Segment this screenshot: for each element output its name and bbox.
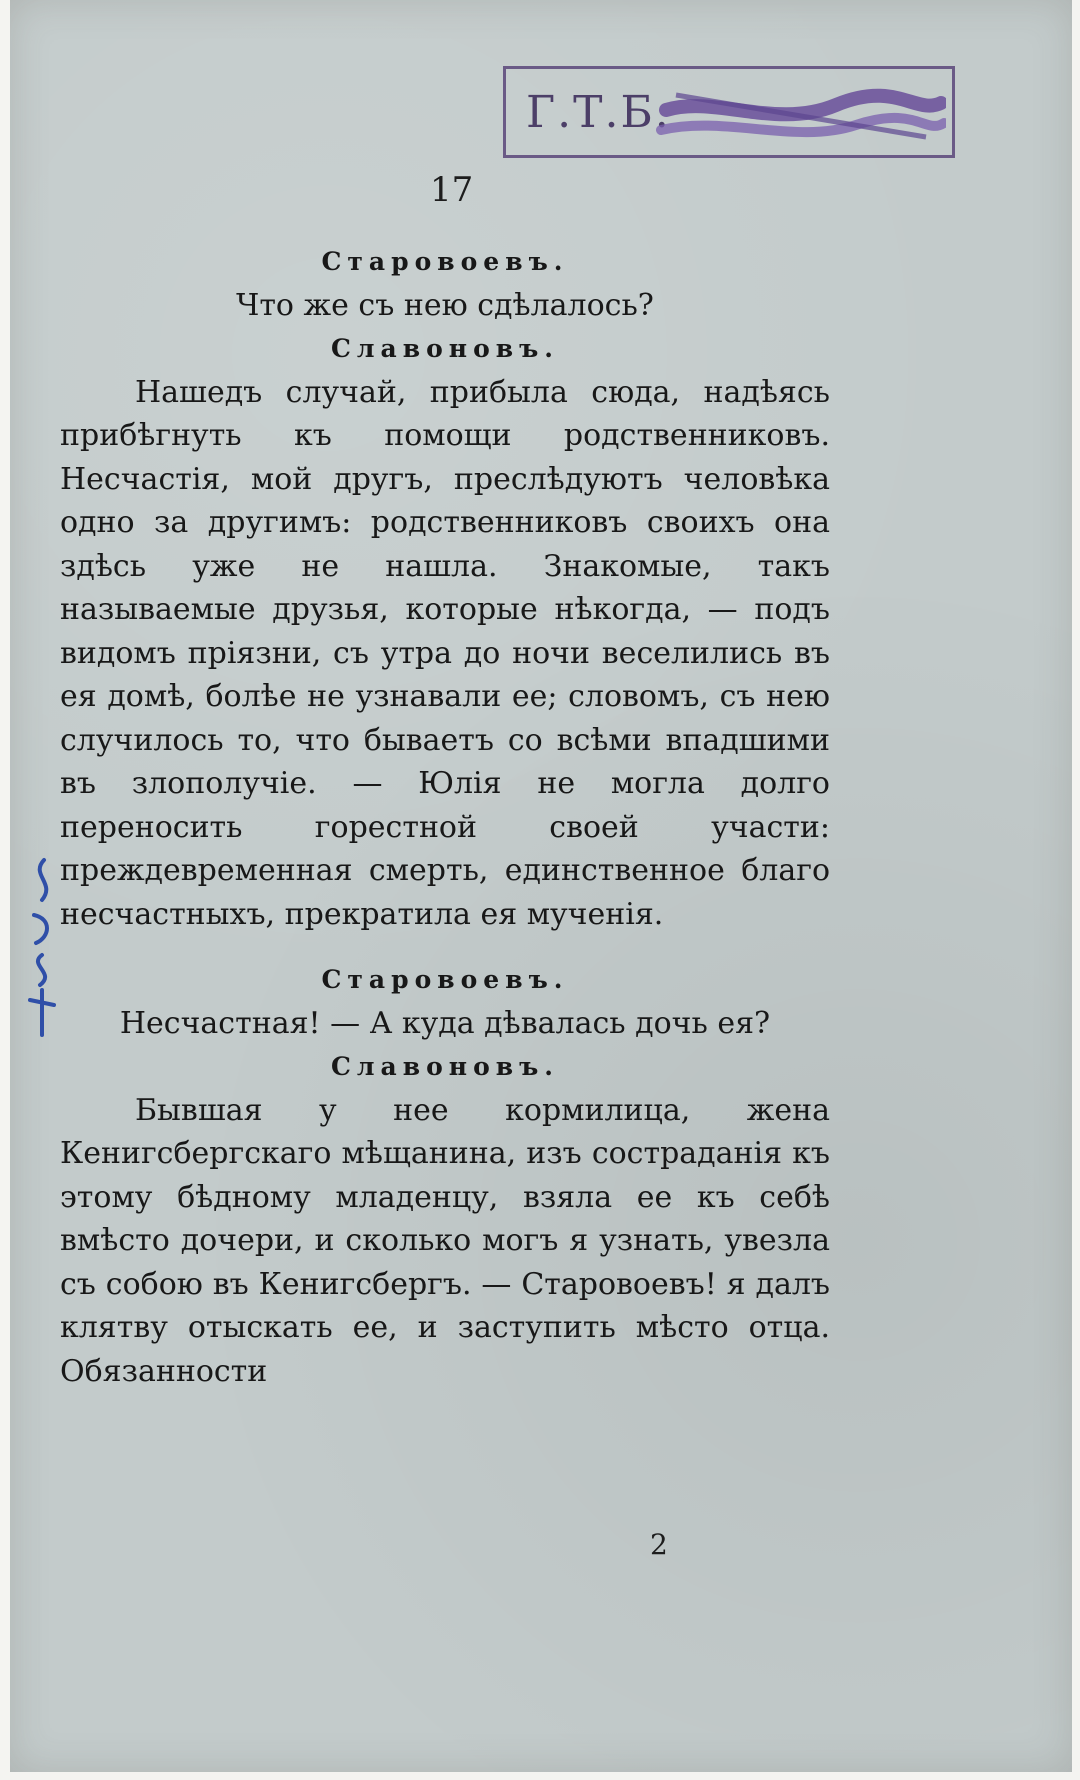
page-number: 17 — [430, 170, 474, 210]
dialogue-paragraph: Бывшая у нее кормилица, жена Кенигсбергскаго мѣщанина, изъ состраданія къ этому бѣдному младенцу, взяла ее къ себѣ вмѣсто дочери, и сколько могъ я узнать, увезла съ собою въ Кенигсбергъ. — Старовоевъ! я далъ клятву отыскать ее, и заступить мѣсто отца. Обязанности — [60, 1092, 830, 1389]
paragraph-gap — [60, 936, 830, 958]
crossed-out-number-scribble — [656, 75, 946, 155]
speaker-name: Старовоевъ. — [321, 247, 569, 276]
speaker-name: Старовоевъ. — [321, 965, 569, 994]
book-page — [10, 0, 1072, 1772]
speaker-name: Славоновъ. — [331, 334, 559, 363]
dialogue-line: Что же съ нею сдѣлалось? — [236, 287, 654, 323]
speaker-name: Славоновъ. — [331, 1052, 559, 1081]
stamp-text: Г.Т.Б. — [526, 86, 671, 138]
dialogue-line: Несчастная! — А куда дѣвалась дочь ея? — [119, 1005, 771, 1041]
library-stamp — [503, 66, 955, 158]
page-text — [60, 240, 830, 1393]
dialogue-paragraph: Нашедъ случай, прибыла сюда, надѣясь прибѣгнуть къ помощи родственниковъ. Несчастія, мой другъ, преслѣдуютъ человѣка одно за другимъ: родственниковъ своихъ она здѣсь уже не нашла. Знакомые, такъ называемые друзья, которые нѣкогда, — подъ видомъ пріязни, съ утра до ночи веселились въ ея домѣ, болѣе не узнавали ее; словомъ, съ нею случилось то, что бываетъ со всѣми впадшими въ злополучіе. — Юлія не могла долго переносить горестной своей участи: преждевременная смерть, единственное благо несчастныхъ, прекратила ея мученія. — [60, 374, 830, 932]
signature-mark: 2 — [650, 1528, 668, 1561]
